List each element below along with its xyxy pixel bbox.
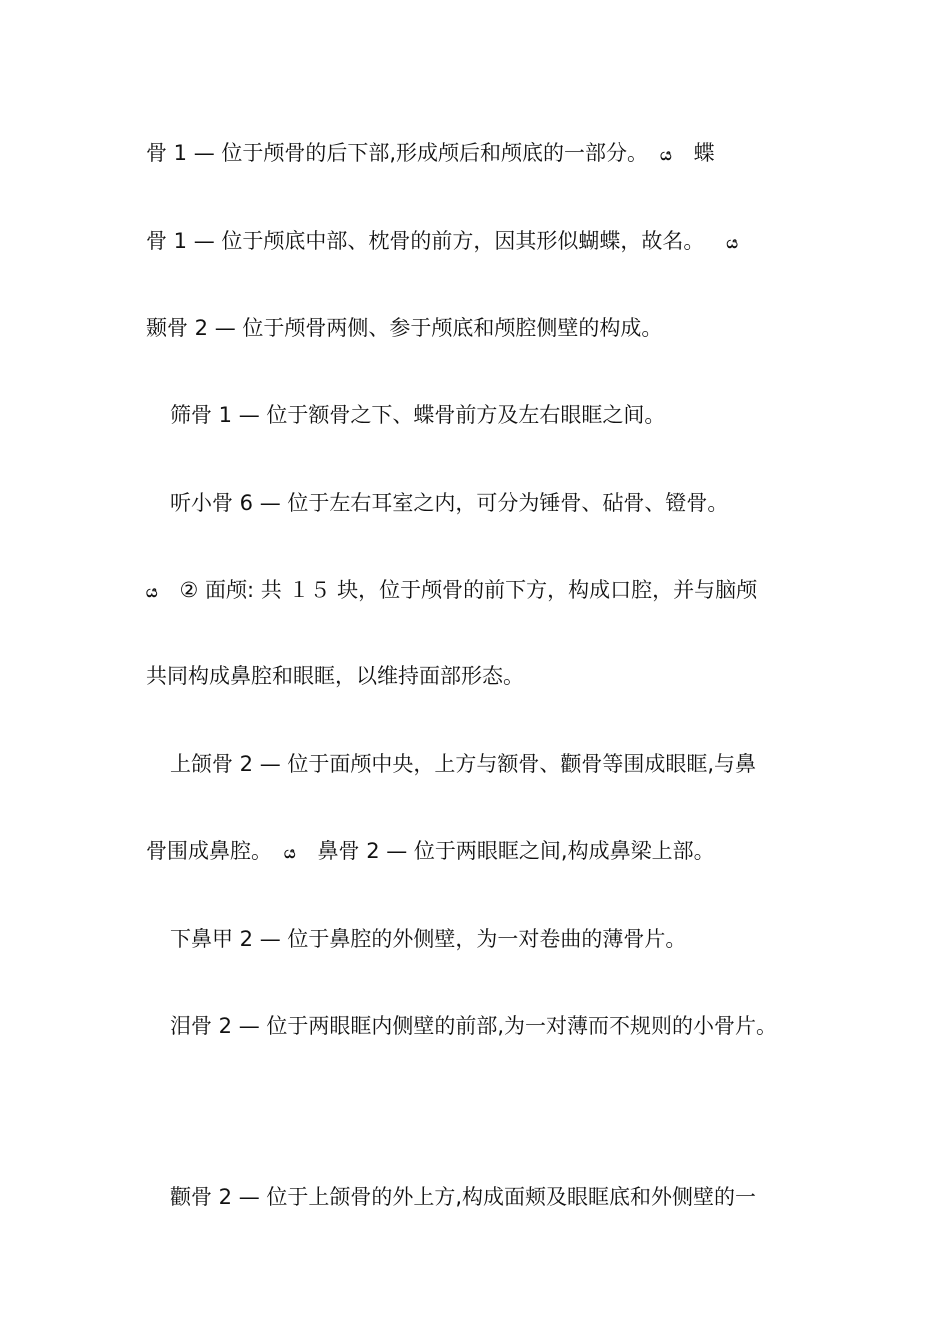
line-8-text: 上颌骨 2 — 位于面颅中央，上方与额骨、颧骨等围成眼眶,与鼻 [170, 752, 757, 776]
line-4-text: 筛骨 1 — 位于额骨之下、蝶骨前方及左右眼眶之间。 [170, 403, 666, 427]
text-line-5 [170, 489, 728, 517]
line-11-text: 泪骨 2 — 位于两眼眶内侧壁的前部,为一对薄而不规则的小骨片。 [170, 1014, 778, 1038]
text-line-11 [170, 1012, 777, 1040]
text-line-9 [146, 837, 715, 867]
line-3-text: 颞骨 2 — 位于颅骨两侧、参于颅底和颅腔侧壁的构成。 [146, 316, 663, 340]
text-line-2 [146, 227, 738, 257]
line-10-text: 下鼻甲 2 — 位于鼻腔的外侧壁，为一对卷曲的薄骨片。 [170, 927, 687, 951]
text-line-4 [170, 401, 665, 429]
line-2-text: 骨 1 — 位于颅底中部、枕骨的前方，因其形似蝴蝶，故名。 [146, 229, 705, 253]
text-line-12 [170, 1183, 756, 1211]
line-6-text: ② 面颅: 共 １５ 块，位于颅骨的前下方，构成口腔，并与脑颅 [179, 578, 758, 602]
line-5-text: 听小骨 6 — 位于左右耳室之内，可分为锤骨、砧骨、镫骨。 [170, 491, 729, 515]
text-line-7 [146, 662, 524, 690]
bullet-mark: ය [146, 582, 158, 601]
text-line-1 [146, 139, 715, 169]
line-7-text: 共同构成鼻腔和眼眶，以维持面部形态。 [146, 664, 524, 688]
text-line-3 [146, 314, 662, 342]
bullet-mark: ය [726, 233, 738, 252]
bullet-mark: ය [284, 843, 296, 862]
bullet-mark: ය [660, 145, 672, 164]
line-9-text: 骨围成鼻腔。 [146, 839, 272, 863]
text-line-10 [170, 925, 686, 953]
line-12-text: 颧骨 2 — 位于上颌骨的外上方,构成面颊及眼眶底和外侧壁的一 [170, 1185, 757, 1209]
line-1-text: 骨 1 — 位于颅骨的后下部,形成颅后和颅底的一部分。 [146, 141, 649, 165]
text-line-8 [170, 750, 756, 778]
text-line-6 [146, 576, 757, 606]
line-1-tail: 蝶 [693, 141, 715, 165]
line-9-tail: 鼻骨 2 — 位于两眼眶之间,构成鼻梁上部。 [317, 839, 715, 863]
